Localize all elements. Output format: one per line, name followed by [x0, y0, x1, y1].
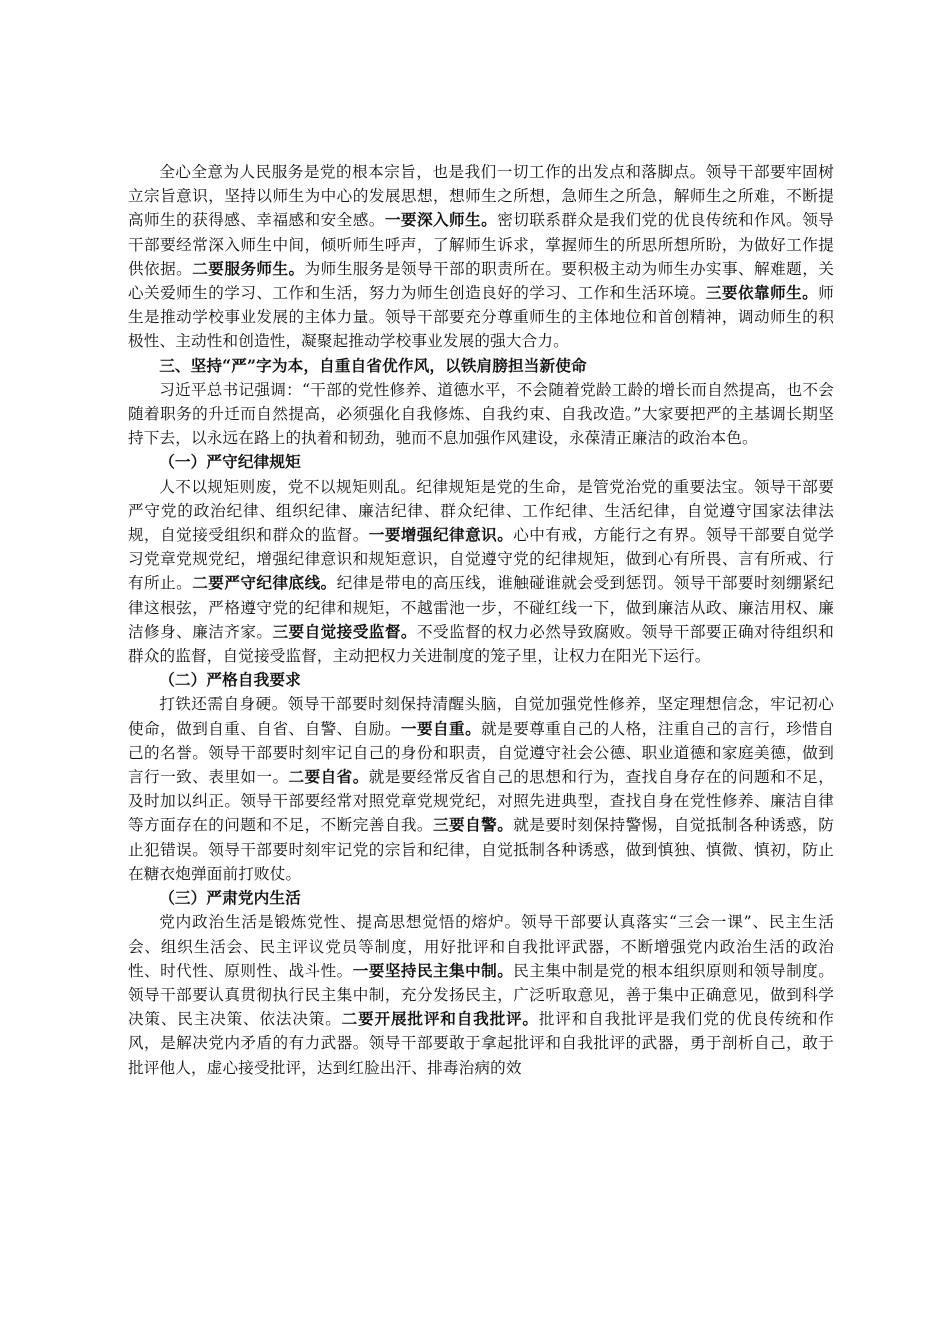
text-run: 心中有戒，方能行之有界。领导干部要自觉学习党章党规党纪，增强纪律意识和规矩意识，自觉遵守党的纪律规矩，做到心有所畏、言有所戒、行有所止。 [128, 526, 834, 593]
bold-point-1: 一要增强纪律意识。 [368, 525, 514, 545]
bold-point-1: 一要自重。 [400, 718, 482, 738]
paragraph-serve-teachers-students [128, 160, 834, 354]
paragraph-discipline [128, 475, 834, 669]
bold-point-3: 三要自觉接受监督。 [272, 621, 417, 641]
bold-point-2: 二要自省。 [288, 767, 369, 787]
bold-point-1: 一要坚持民主集中制。 [352, 960, 514, 980]
text-run: 打铁还需自身硬。领导干部要时刻保持清醒头脑，自觉加强党性修养，坚定理想信念，牢记初心使命，做到自重、自省、自警、自励。 [128, 695, 834, 738]
heading-text: （二）严格自我要求 [159, 670, 301, 690]
text-run: 民主集中制是党的根本组织原则和领导制度。领导干部要认真贯彻执行民主集中制，充分发扬民主，广泛听取意见，善于集中正确意见，做到科学决策、民主决策、依法决策。 [128, 961, 834, 1029]
text-run: 为师生服务是领导干部的职责所在。要积极主动为师生办实事、解难题，关心关爱师生的学习、工作和生活，努力为师生创造良好的学习、工作和生活环境。 [128, 259, 834, 303]
bold-point-2: 二要开展批评和自我批评。 [341, 1009, 539, 1029]
document-body [128, 160, 834, 1080]
text-run: 就是要尊重自己的人格，注重自己的言行，珍惜自己的名誉。领导干部要时刻牢记自己的身份和职责，自觉遵守社会公德、职业道德和家庭美德，做到言行一致、表里如一。 [128, 719, 834, 787]
paragraph-quote [128, 378, 834, 451]
subsection-heading-2 [128, 668, 834, 692]
bold-point-3: 三要自警。 [432, 815, 514, 835]
text-run: 党内政治生活是锻炼党性、提高思想觉悟的熔炉。领导干部要认真落实“三会一课”、民主生活会、组织生活会、民主评议党员等制度，用好批评和自我批评武器，不断增强党内政治生活的政治性、时代性、原则性、战斗性。 [128, 913, 834, 980]
paragraph-party-life [128, 910, 834, 1079]
heading-text: 三、坚持“严”字为本，自重自省优作风，以铁肩膀担当新使命 [159, 355, 587, 375]
section-heading-3 [128, 354, 834, 378]
heading-text: （一）严守纪律规矩 [159, 452, 301, 472]
text-run: 就是要经常反省自己的思想和行为，查找自身存在的问题和不足，及时加以纠正。领导干部要经常对照党章党规党纪，对照先进典型，查找自身在党性修养、廉洁自律等方面存在的问题和不足，不断完善自我。 [128, 768, 834, 835]
heading-text: （三）严肃党内生活 [159, 888, 301, 908]
bold-point-3: 三要依靠师生。 [705, 283, 819, 303]
text-run: 批评和自我批评是我们党的优良传统和作风，是解决党内矛盾的有力武器。领导干部要敢于拿起批评和自我批评的武器，勇于剖析自己，敢于批评他人，虚心接受批评，达到红脸出汗、排毒治病的效 [128, 1010, 835, 1077]
subsection-heading-3 [128, 886, 834, 910]
text-run: 师生是推动学校事业发展的主体力量。领导干部要充分尊重师生的主体地位和首创精神，调动师生的积极性、主动性和创造性，凝聚起推动学校事业发展的强大合力。 [128, 284, 834, 351]
text-run: 习近平总书记强调：“干部的党性修养、道德水平，不会随着党龄工龄的增长而自然提高，也不会随着职务的升迁而自然提高，必须强化自我修炼、自我约束、自我改造。”大家要把严的主基调长期坚持下去，以永远在路上的执着和韧劲，驰而不息加强作风建设，永葆清正廉洁的政治本色。 [128, 380, 834, 448]
bold-point-2: 二要严守纪律底线。 [192, 573, 337, 593]
text-run: 全心全意为人民服务是党的根本宗旨，也是我们一切工作的出发点和落脚点。领导干部要牢固树立宗旨意识，坚持以师生为中心的发展思想，想师生之所想，急师生之所急，解师生之所难，不断提高师生的获得感、幸福感和安全感。 [128, 163, 834, 230]
paragraph-self-requirements [128, 692, 834, 886]
text-run: 密切联系群众是我们党的优良传统和作风。领导干部要经常深入师生中间，倾听师生呼声，了解师生诉求，掌握师生的所思所想所盼，为做好工作提供依据。 [128, 211, 835, 278]
text-run: 不受监督的权力必然导致腐败。领导干部要正确对待组织和群众的监督，自觉接受监督，主动把权力关进制度的笼子里，让权力在阳光下运行。 [128, 622, 834, 666]
bold-point-1: 一要深入师生。 [384, 210, 498, 230]
text-run: 就是要时刻保持警惕，自觉抵制各种诱惑，防止犯错误。领导干部要时刻牢记党的宗旨和纪律，自觉抵制各种诱惑，做到慎独、慎微、慎初，防止在糖衣炮弹面前打败仗。 [128, 816, 834, 883]
text-run: 人不以规矩则废，党不以规矩则乱。纪律规矩是党的生命，是管党治党的重要法宝。领导干部要严守党的政治纪律、组织纪律、廉洁纪律、群众纪律、工作纪律、生活纪律，自觉遵守国家法律法规，自觉接受组织和群众的监督。 [128, 477, 834, 545]
bold-point-2: 二要服务师生。 [192, 258, 305, 278]
text-run: 纪律是带电的高压线，谁触碰谁就会受到惩罚。领导干部要时刻绷紧纪律这根弦，严格遵守党的纪律和规矩，不越雷池一步，不碰红线一下，做到廉洁从政、廉洁用权、廉洁修身、廉洁齐家。 [128, 574, 834, 641]
subsection-heading-1 [128, 450, 834, 474]
